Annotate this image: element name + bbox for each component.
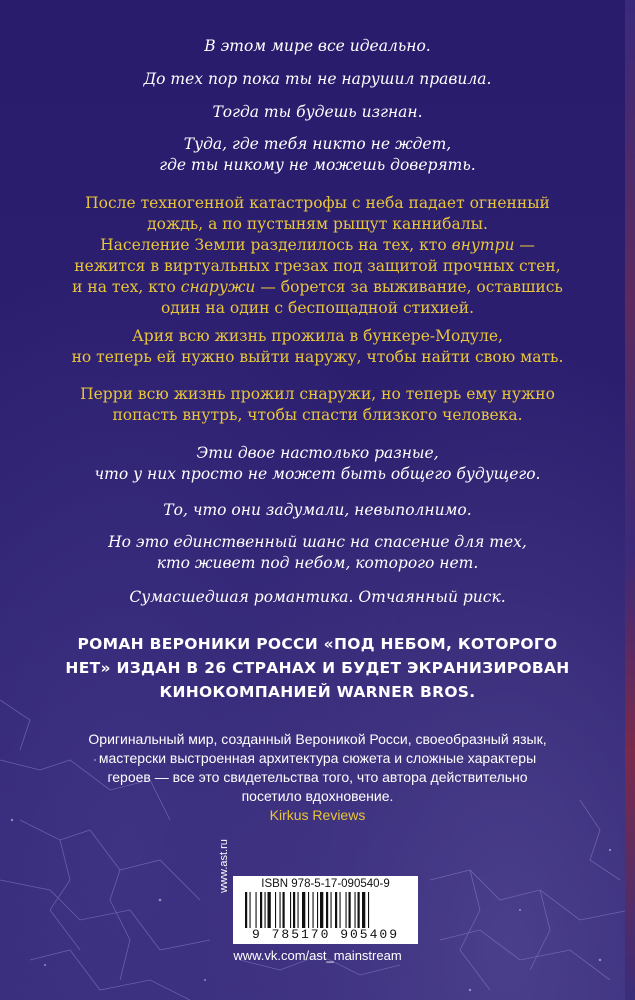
synopsis-text: Ария всю жизнь прожила в бункере-Модуле, xyxy=(132,327,503,345)
barcode-bar xyxy=(280,892,281,928)
publisher-url: www.vk.com/ast_mainstream xyxy=(233,948,402,963)
intro-text: Туда, где тебя никто не ждет, xyxy=(183,135,452,153)
synopsis-text: но теперь ей нужно выйти наружу, чтобы найти свою мать. xyxy=(71,348,564,366)
review-text: мастерски выстроенная архитектура сюжета и сложные характеры xyxy=(98,750,537,766)
intro-text: В этом мире все идеально. xyxy=(204,37,431,55)
headline-text: РОМАН ВЕРОНИКИ РОССИ «ПОД НЕБОМ, КОТОРОГО xyxy=(77,635,558,653)
barcode-bar xyxy=(256,892,257,928)
headline-text: КИНОКОМПАНИЕЙ WARNER BROS. xyxy=(159,683,476,701)
synopsis-text: дождь, а по пустыням рыщут каннибалы. xyxy=(147,215,488,233)
headline-text: НЕТ» ИЗДАН В 26 СТРАНАХ И БУДЕТ ЭКРАНИЗИРОВАН xyxy=(65,659,570,677)
barcode-bar xyxy=(298,892,299,928)
barcode-bar xyxy=(362,892,365,928)
synopsis-paragraph-3 xyxy=(0,384,635,426)
barcode-bar xyxy=(308,892,309,928)
barcode-bar xyxy=(275,892,276,928)
barcode-bar xyxy=(355,892,356,928)
review-source xyxy=(0,806,635,825)
barcode-bar xyxy=(335,892,337,928)
closing-paragraph-4 xyxy=(0,587,635,608)
barcode-bar xyxy=(346,892,347,928)
synopsis-text: один на один с беспощадной стихией. xyxy=(160,299,475,317)
barcode-bars xyxy=(245,892,407,928)
barcode-bar xyxy=(293,892,295,928)
barcode-bar xyxy=(250,892,251,928)
synopsis-paragraph-2 xyxy=(0,326,635,368)
barcode-bar xyxy=(340,892,341,928)
synopsis-text: попасть внутрь, чтобы спасти близкого человека. xyxy=(112,406,523,424)
synopsis-text: нежится в виртуальных грезах под защитой прочных стен, xyxy=(74,257,561,275)
intro-line-1 xyxy=(0,36,635,57)
barcode-bar xyxy=(268,892,271,928)
intro-line-2 xyxy=(0,69,635,90)
barcode-bar xyxy=(302,892,305,928)
barcode-bar xyxy=(265,892,266,928)
intro-text: Тогда ты будешь изгнан. xyxy=(212,103,423,121)
publisher-site-text: www.ast.ru xyxy=(218,839,230,893)
review-text: героев — все это свидетельства того, что автора действительно xyxy=(107,769,528,785)
barcode-bar xyxy=(349,892,351,928)
promo-headline xyxy=(0,632,635,704)
review-text: Оригинальный мир, созданный Вероникой Росси, своеобразный язык, xyxy=(88,731,547,747)
review-quote xyxy=(0,730,635,806)
barcode-bar xyxy=(326,892,328,928)
closing-paragraph-1 xyxy=(0,443,635,485)
barcode-bar xyxy=(290,892,291,928)
closing-text: То, что они задумали, невыполнимо. xyxy=(163,501,472,519)
intro-line-3 xyxy=(0,102,635,123)
emphasis-inside: внутри xyxy=(451,236,515,254)
isbn-barcode xyxy=(233,876,418,944)
emphasis-outside: снаружи xyxy=(180,278,256,296)
synopsis-text: и на тех, кто xyxy=(72,278,181,296)
barcode-bar xyxy=(317,892,318,928)
barcode-bar xyxy=(320,892,323,928)
synopsis-text xyxy=(0,277,635,298)
review-source-text: Kirkus Reviews xyxy=(269,807,366,823)
publisher-site-vertical xyxy=(214,810,228,940)
closing-text: Сумасшедшая романтика. Отчаянный риск. xyxy=(129,588,506,606)
barcode-bar xyxy=(283,892,285,928)
closing-text: Но это единственный шанс на спасение для тех, xyxy=(108,533,527,551)
barcode-bar xyxy=(245,892,247,928)
intro-text: где ты никому не можешь доверять. xyxy=(159,156,476,174)
barcode-bar xyxy=(331,892,332,928)
synopsis-text xyxy=(0,235,635,256)
closing-paragraph-2 xyxy=(0,500,635,521)
barcode-number: 9 785170 905409 xyxy=(251,927,400,942)
synopsis-text: — борется за выживание, оставшись xyxy=(255,278,563,296)
barcode-bar xyxy=(358,892,360,928)
closing-text: что у них просто не может быть общего будущего. xyxy=(94,465,541,483)
synopsis-text: Перри всю жизнь прожил снаружи, но теперь ему нужно xyxy=(80,385,555,403)
intro-text: До тех пор пока ты не нарушил правила. xyxy=(143,70,492,88)
barcode-bar xyxy=(368,892,369,928)
closing-text: Эти двое настолько разные, xyxy=(196,444,439,462)
synopsis-text: Население Земли разделилось на тех, кто xyxy=(100,236,452,254)
review-text: посетило вдохновение. xyxy=(241,788,394,804)
barcode-bar xyxy=(313,892,314,928)
isbn-label: ISBN 978-5-17-090540-9 xyxy=(261,878,390,890)
intro-line-4 xyxy=(0,134,635,176)
synopsis-paragraph-1 xyxy=(0,193,635,319)
closing-text: кто живет под небом, которого нет. xyxy=(156,554,479,572)
barcode-bar xyxy=(260,892,262,928)
synopsis-text: После техногенной катастрофы с неба падает огненный xyxy=(85,194,550,212)
synopsis-text: — xyxy=(514,236,535,254)
closing-paragraph-3 xyxy=(0,532,635,574)
